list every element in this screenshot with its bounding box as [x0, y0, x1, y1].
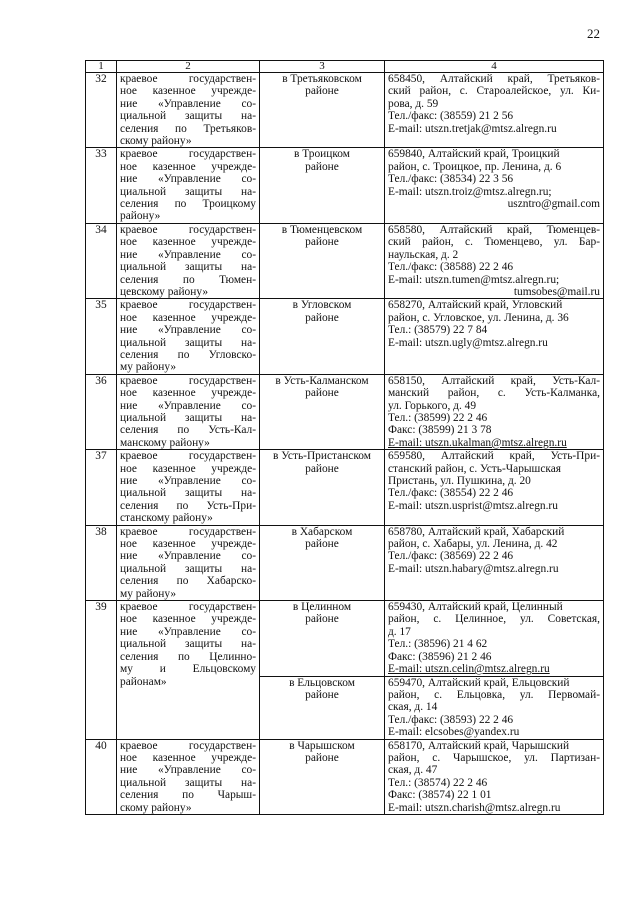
address-line: 658450, Алтайский край, Третьяков- [388, 73, 600, 85]
organization-cell [117, 299, 260, 374]
organization-line: селения по Третьяков- [120, 122, 256, 135]
organization-line: циальной защиты на- [120, 638, 256, 651]
address-line: 658780, Алтайский край, Хабарский [388, 525, 565, 538]
organization-line: ное казенное учрежде- [120, 311, 256, 324]
organization-line: краевое государствен- [120, 223, 256, 236]
organization-line: селения по Тюмен- [120, 273, 256, 286]
address-line: Тел./факс: (38593) 22 2 46 [388, 713, 514, 726]
column-header: 2 [117, 61, 260, 73]
organization-cell [117, 525, 260, 600]
email-line: E-mail: utszn.charish@mtsz.alregn.ru [388, 801, 561, 814]
offices-table [85, 60, 604, 815]
row-number: 34 [86, 223, 117, 298]
organization-line: ние «Управление со- [120, 324, 256, 337]
row-number: 39 [86, 601, 117, 739]
organization-line: краевое государствен- [120, 374, 256, 387]
organization-line: циальной защиты на- [120, 487, 256, 500]
organization-line: му и Ельцовскому [120, 663, 256, 676]
address-line: Тел.: (38579) 22 7 84 [388, 324, 488, 337]
organization-cell [117, 739, 260, 814]
email-line: tumsobes@mail.ru [513, 285, 600, 298]
organization-cell [117, 374, 260, 449]
organization-line: цевскому району» [120, 285, 209, 298]
organization-line: циальной защиты на- [120, 776, 256, 789]
page-number: 22 [587, 26, 600, 41]
address-line: Тел./факс: (38569) 22 2 46 [388, 550, 514, 563]
address-cell [385, 148, 604, 223]
address-line: Факс: (38574) 22 1 01 [388, 789, 492, 802]
organization-line: ное казенное учрежде- [120, 236, 256, 249]
table-row [86, 739, 604, 814]
address-line: рова, д. 59 [388, 97, 439, 110]
email-line: E-mail: utszn.habary@mtsz.alregn.ru [388, 562, 559, 575]
district-line: районе [305, 236, 339, 249]
organization-line: краевое государствен- [120, 73, 256, 85]
district-line: в Целинном [292, 601, 352, 614]
address-line: Тел./факс: (38534) 22 3 56 [388, 173, 514, 186]
address-line: ская, д. 47 [388, 764, 438, 777]
row-number: 33 [86, 148, 117, 223]
organization-line: станскому району» [120, 512, 213, 525]
address-line: ская, д. 14 [388, 701, 438, 714]
address-line: район, с. Хабары, ул. Ленина, д. 42 [388, 538, 558, 551]
organization-line: ное казенное учрежде- [120, 462, 256, 475]
table-row [86, 601, 604, 676]
district-cell [260, 525, 385, 600]
email-line: uszntro@gmail.com [507, 198, 600, 211]
column-header: 4 [385, 61, 604, 73]
table-row [86, 525, 604, 600]
row-number: 40 [86, 739, 117, 814]
organization-line: циальной защиты на- [120, 336, 256, 349]
organization-line: циальной защиты на- [120, 261, 256, 274]
organization-line: ние «Управление со- [120, 97, 256, 110]
email-line: E-mail: utszn.troiz@mtsz.alregn.ru; [388, 185, 552, 198]
organization-line: краевое государствен- [120, 525, 256, 538]
address-line: район, с. Ельцовка, ул. Первомай- [388, 688, 600, 701]
organization-cell [117, 73, 260, 148]
address-line: Факс: (38599) 21 3 78 [388, 424, 492, 437]
organization-line: краевое государствен- [120, 148, 256, 161]
address-line: Тел./факс: (38588) 22 2 46 [388, 261, 514, 274]
organization-line: ное казенное учрежде- [120, 613, 256, 626]
organization-line: циальной защиты на- [120, 185, 256, 198]
organization-line: селения по Троицкому [120, 198, 256, 211]
organization-line: ное казенное учрежде- [120, 387, 256, 400]
address-cell [385, 601, 604, 676]
address-line: район, с. Троицкое, пр. Ленина, д. 6 [388, 160, 562, 173]
district-line: в Усть-Калманском [275, 374, 369, 387]
district-cell [260, 73, 385, 148]
district-cell [260, 223, 385, 298]
organization-line: ние «Управление со- [120, 550, 256, 563]
district-cell [260, 676, 385, 739]
organization-cell [117, 601, 260, 739]
address-line: 659470, Алтайский край, Ельцовский [388, 676, 570, 689]
address-line: Тел.: (38596) 21 4 62 [388, 638, 488, 651]
email-line: E-mail: utszn.celin@mtsz.alregn.ru [388, 663, 550, 676]
district-line: районе [305, 688, 339, 701]
district-line: в Усть-Пристанском [273, 450, 371, 463]
organization-line: ние «Управление со- [120, 475, 256, 487]
organization-line: му району» [120, 361, 177, 374]
organization-line: скому району» [120, 135, 192, 148]
organization-line: ние «Управление со- [120, 399, 256, 412]
email-line: E-mail: elcsobes@yandex.ru [388, 726, 520, 739]
row-number: 35 [86, 299, 117, 374]
organization-cell [117, 148, 260, 223]
address-line: 658170, Алтайский край, Чарышский [388, 739, 570, 752]
row-number: 38 [86, 525, 117, 600]
district-line: в Чарышском [289, 739, 355, 752]
district-line: в Угловском [292, 299, 352, 312]
address-line: Тел./факс: (38554) 22 2 46 [388, 487, 514, 500]
district-line: районе [305, 751, 339, 764]
district-cell [260, 450, 385, 525]
address-line: район, с. Чарышское, ул. Партизан- [388, 751, 600, 764]
address-cell [385, 299, 604, 374]
organization-line: ное казенное учрежде- [120, 160, 256, 173]
table-header-row [86, 61, 604, 73]
table-row [86, 374, 604, 449]
organization-line: краевое государствен- [120, 450, 256, 463]
email-line: E-mail: utszn.usprist@mtsz.alregn.ru [388, 499, 558, 512]
address-line: 659580, Алтайский край, Усть-При- [388, 450, 600, 463]
organization-line: селения по Усть-При- [120, 499, 256, 512]
organization-line: селения по Целинно- [120, 650, 256, 663]
table-row [86, 299, 604, 374]
organization-line: краевое государствен- [120, 601, 256, 614]
address-line: Факс: (38596) 21 2 46 [388, 650, 492, 663]
email-line: E-mail: utszn.ukalman@mtsz.alregn.ru [388, 436, 567, 449]
district-cell [260, 299, 385, 374]
address-line: д. 17 [388, 625, 411, 638]
district-line: в Ельцовском [289, 676, 355, 689]
organization-line: му району» [120, 587, 177, 600]
address-cell [385, 73, 604, 148]
organization-line: селения по Усть-Кал- [120, 424, 256, 437]
organization-line: ние «Управление со- [120, 248, 256, 261]
organization-line: ное казенное учрежде- [120, 751, 256, 764]
address-cell [385, 676, 604, 739]
address-line: ский район, с. Староалейское, ул. Ки- [388, 85, 600, 98]
address-line: Тел./факс: (38559) 21 2 56 [388, 110, 514, 123]
district-cell [260, 374, 385, 449]
address-cell [385, 739, 604, 814]
address-line: 658270, Алтайский край, Угловский [388, 299, 563, 312]
column-header: 3 [260, 61, 385, 73]
email-line: E-mail: utszn.tretjak@mtsz.alregn.ru [388, 122, 557, 135]
organization-line: селения по Угловско- [120, 348, 256, 361]
address-line: Пристань, ул. Пушкина, д. 20 [388, 475, 531, 487]
address-line: район, с. Целинное, ул. Советская, [388, 613, 600, 626]
district-line: в Третьяковском [282, 73, 362, 85]
email-line: E-mail: utszn.ugly@mtsz.alregn.ru [388, 336, 548, 349]
address-cell [385, 525, 604, 600]
address-line: Тел.: (38574) 22 2 46 [388, 776, 488, 789]
column-header: 1 [86, 61, 117, 73]
address-line: 658580, Алтайский край, Тюменцев- [388, 223, 600, 236]
address-line: 659430, Алтайский край, Целинный [388, 601, 563, 614]
organization-line: циальной защиты на- [120, 110, 256, 123]
organization-cell [117, 450, 260, 525]
organization-line: ние «Управление со- [120, 625, 256, 638]
district-cell [260, 148, 385, 223]
district-line: районе [305, 613, 339, 626]
organization-line: районам» [120, 675, 167, 688]
district-line: районе [305, 538, 339, 551]
table-row [86, 73, 604, 148]
address-line: наульская, д. 2 [388, 248, 459, 261]
district-line: районе [305, 462, 339, 475]
district-cell [260, 601, 385, 676]
organization-line: селения по Чарыш- [120, 789, 256, 802]
address-line: ский район, с. Тюменцево, ул. Бар- [388, 236, 600, 249]
address-line: станский район, с. Усть-Чарышская [388, 462, 562, 475]
address-cell [385, 374, 604, 449]
organization-line: селения по Хабарско- [120, 575, 256, 588]
organization-line: ное казенное учрежде- [120, 538, 256, 551]
district-line: в Тюменцевском [281, 223, 363, 236]
organization-line: району» [120, 210, 161, 223]
organization-cell [117, 223, 260, 298]
organization-line: циальной защиты на- [120, 562, 256, 575]
table-row [86, 223, 604, 298]
organization-line: краевое государствен- [120, 299, 256, 312]
email-line: E-mail: utszn.tumen@mtsz.alregn.ru; [388, 273, 560, 286]
row-number: 36 [86, 374, 117, 449]
district-line: районе [305, 311, 339, 324]
district-line: районе [305, 160, 339, 173]
address-cell [385, 223, 604, 298]
address-line: 659840, Алтайский край, Троицкий [388, 148, 560, 161]
organization-line: ное казенное учрежде- [120, 85, 256, 98]
row-number: 32 [86, 73, 117, 148]
organization-line: скому району» [120, 801, 192, 814]
address-line: Тел.: (38599) 22 2 46 [388, 411, 488, 424]
organization-line: ние «Управление со- [120, 764, 256, 777]
address-line: манский район, с. Усть-Калманка, [388, 387, 600, 400]
address-line: район, с. Угловское, ул. Ленина, д. 36 [388, 311, 569, 324]
address-cell [385, 450, 604, 525]
organization-line: циальной защиты на- [120, 411, 256, 424]
district-line: районе [305, 85, 339, 98]
organization-line: манскому району» [120, 436, 210, 449]
district-line: в Хабарском [291, 525, 353, 538]
organization-line: краевое государствен- [120, 739, 256, 752]
table-row [86, 148, 604, 223]
district-line: в Троицком [294, 148, 350, 161]
district-cell [260, 739, 385, 814]
address-line: 658150, Алтайский край, Усть-Кал- [388, 374, 600, 387]
address-line: ул. Горького, д. 49 [388, 399, 477, 412]
organization-line: ние «Управление со- [120, 173, 256, 186]
district-line: районе [305, 387, 339, 400]
table-row [86, 450, 604, 525]
row-number: 37 [86, 450, 117, 525]
